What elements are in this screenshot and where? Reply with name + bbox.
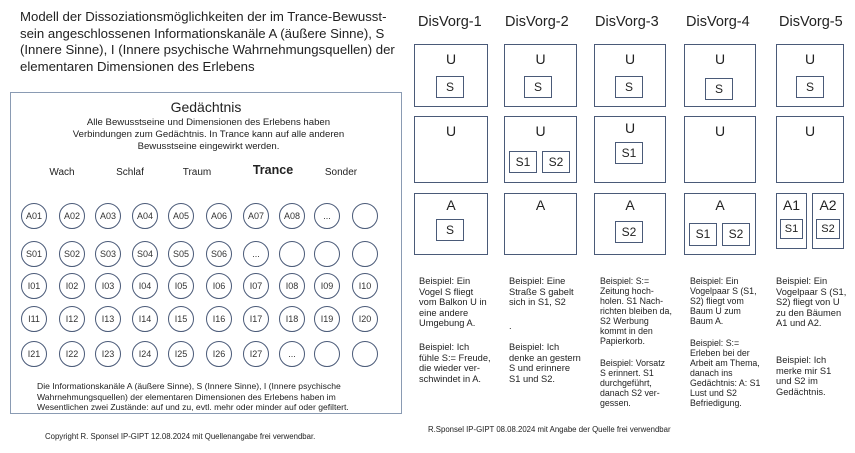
channel-circle: ... [243,241,269,267]
label-u: U [804,51,816,67]
inner-box-s: S [436,219,464,241]
inner-box-s: S [796,76,824,98]
column-label-trance: Trance [252,163,294,177]
channel-circle: S03 [95,241,121,267]
channel-circle: I04 [132,273,158,299]
box-u-3b [594,116,666,183]
header-disvorg-5: DisVorg-5 [779,14,843,30]
inner-box-s: S [524,76,552,98]
inner-box-s2: S2 [615,221,643,243]
note-self-4: Beispiel: S:= Erleben bei der Arbeit am Thema, danach ins Gedächtnis: A: S1 Lust und S2 Befriedigung. [690,338,761,408]
channel-circle: I27 [243,341,269,367]
label-a: A [715,197,725,213]
box-u-2b [504,116,577,183]
inner-box-s1: S1 [780,219,803,239]
channel-circle [314,341,340,367]
label-u: U [714,51,726,67]
box-u-1 [414,44,488,107]
channel-circle: I09 [314,273,340,299]
inner-box-s1: S1 [615,142,643,164]
box-u-5b [776,116,844,183]
box-u-4b [684,116,756,183]
copyright-right: R.Sponsel IP-GIPT 08.08.2024 mit Angabe der Quelle frei verwendbar [428,425,671,434]
channel-circle: I21 [21,341,47,367]
box-a-2 [504,193,577,255]
inner-box-s: S [705,78,733,100]
box-u-5 [776,44,844,107]
channel-circle: S02 [59,241,85,267]
channel-circle: S06 [206,241,232,267]
channel-circle: I11 [21,306,47,332]
channel-circle: I03 [95,273,121,299]
channel-circle: I25 [168,341,194,367]
header-disvorg-3: DisVorg-3 [595,14,659,30]
box-a2-5 [812,193,844,249]
channel-circle [352,341,378,367]
copyright-left: Copyright R. Sponsel IP-GIPT 12.08.2024 mit Quellenangabe frei verwendbar. [45,432,316,441]
channel-circle: A02 [59,203,85,229]
channel-circle: I14 [132,306,158,332]
note-self-3: Beispiel: Vorsatz S erinnert. S1 durchgeführt, danach S2 ver-gessen. [600,358,666,408]
note-example-4: Beispiel: Ein Vogelpaar S (S1, S2) fliegt vom Baum U zum Baum A. [690,276,757,326]
note-example-2: Beispiel: Eine Straße S gabelt sich in S1, S2 [509,276,574,308]
memory-panel [10,92,402,414]
label-a1: A1 [782,197,801,213]
box-a-4 [684,193,756,255]
label-u: U [804,123,816,139]
label-u: U [624,51,636,67]
channel-circle: I18 [279,306,305,332]
label-a: A [625,197,635,213]
header-disvorg-1: DisVorg-1 [418,14,482,30]
channel-circle: I17 [243,306,269,332]
channel-circle: A05 [168,203,194,229]
channel-circle: I07 [243,273,269,299]
memory-panel-footnote: Die Informationskanäle A (äußere Sinne), S (Innere Sinne), I (Innere psychische Wahrnehmungsquellen) der elementaren Dimensionen des Erlebens haben im Wesentlichen zwei Zustände: auf und zu, evtl. mehr oder minder auf oder gefiltert. [37,381,349,412]
channel-circle: I20 [352,306,378,332]
channel-circle: A04 [132,203,158,229]
channel-circle: I23 [95,341,121,367]
column-label-wach: Wach [49,167,75,178]
channel-circle: I24 [132,341,158,367]
box-u-1b [414,116,488,183]
channel-circle: I02 [59,273,85,299]
label-u: U [445,123,457,139]
channel-circle: I01 [21,273,47,299]
channel-circle [314,241,340,267]
channel-circle: I13 [95,306,121,332]
channel-circle: A03 [95,203,121,229]
column-label-sonder: Sonder [324,167,358,178]
inner-box-s1: S1 [689,223,717,246]
label-u: U [714,123,726,139]
channel-circle: A06 [206,203,232,229]
inner-box-s: S [615,76,643,98]
memory-panel-title: Gedächtnis [170,99,242,115]
header-disvorg-4: DisVorg-4 [686,14,750,30]
note-example-5: Beispiel: Ein Vogelpaar S (S1, S2) fliegt von U zu den Bäumen A1 und A2. [776,276,847,329]
channel-circle: S04 [132,241,158,267]
channel-circle: A08 [279,203,305,229]
label-a: A [446,197,456,213]
box-a-3 [594,193,666,255]
inner-box-s2: S2 [542,151,570,173]
channel-circle [352,241,378,267]
box-u-4 [684,44,756,107]
channel-circle: S01 [21,241,47,267]
header-disvorg-2: DisVorg-2 [505,14,569,30]
channel-circle: I16 [206,306,232,332]
box-u-3 [594,44,666,107]
channel-circle: I08 [279,273,305,299]
channel-circle [352,203,378,229]
box-a-1 [414,193,488,255]
label-u: U [445,51,457,67]
label-a: A [535,197,546,213]
memory-panel-description: Alle Bewusstseine und Dimensionen des Erlebens haben Verbindungen zum Gedächtnis. In Trance kann auf alle anderen Bewusstseine eingewirkt werden. [72,117,345,152]
inner-box-s2: S2 [722,223,750,246]
channel-circle: I10 [352,273,378,299]
note-self-5: Beispiel: Ich merke mir S1 und S2 im Gedächtnis. [776,355,832,397]
inner-box-s1: S1 [509,151,537,173]
box-a1-5 [776,193,807,249]
note-dot-2: . [509,321,512,331]
channel-circle: I06 [206,273,232,299]
channel-circle [279,241,305,267]
label-u: U [535,123,546,139]
channel-circle: A01 [21,203,47,229]
column-label-traum: Traum [182,167,212,178]
label-a2: A2 [819,197,837,213]
channel-circle: S05 [168,241,194,267]
column-label-schlaf: Schlaf [116,167,144,178]
channel-circle: I12 [59,306,85,332]
label-u: U [535,51,546,67]
inner-box-s: S [436,76,464,98]
channel-circle: I19 [314,306,340,332]
note-self-2: Beispiel: Ich denke an gestern S und erinnere S1 und S2. [509,342,581,384]
channel-circle: I22 [59,341,85,367]
channel-circle: ... [314,203,340,229]
channel-circle: I15 [168,306,194,332]
channel-circle: ... [279,341,305,367]
diagram-title: Modell der Dissoziationsmöglichkeiten der im Trance-Bewusst-sein angeschlossenen Informationskanäle A (äußere Sinne), S (Innere Sinne), I (Innere psychische Wahrnehmungsquellen) der elementaren Dimensionen des Erlebens [20,9,395,74]
box-u-2 [504,44,577,107]
channel-circle: I05 [168,273,194,299]
channel-circle: A07 [243,203,269,229]
note-self-1: Beispiel: Ich fühle S:= Freude, die wieder ver-schwindet in A. [419,342,491,384]
note-example-3: Beispiel: S:= Zeitung hoch-holen. S1 Nach-richten bleiben da, S2 Werbung kommt in den Papierkorb. [600,276,672,346]
note-example-1: Beispiel: Ein Vogel S fliegt vom Balkon U in eine andere Umgebung A. [419,276,487,329]
inner-box-s2: S2 [816,219,840,239]
label-u: U [624,120,636,136]
channel-circle: I26 [206,341,232,367]
